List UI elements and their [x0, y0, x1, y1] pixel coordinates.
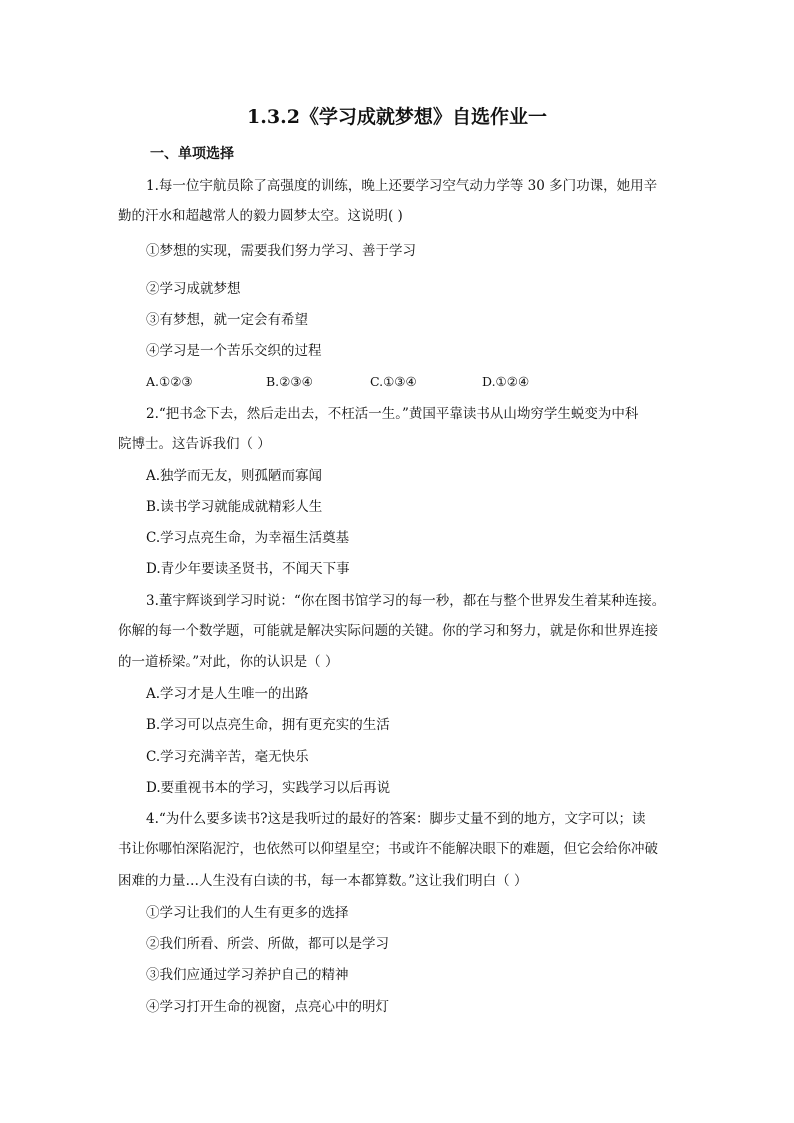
question-4-statement-2: ②我们所看、所尝、所做，都可以是学习 — [146, 936, 389, 952]
question-2-stem-line-1: 2.“把书念下去，然后走出去，不枉活一生。”黄国平靠读书从山坳穷学生蜕变为中科 — [146, 406, 639, 422]
question-1-statement-4: ④学习是一个苦乐交织的过程 — [146, 343, 322, 359]
question-3-option-c: C.学习充满辛苦，毫无快乐 — [146, 749, 309, 765]
question-1-statement-3: ③有梦想，就一定会有希望 — [146, 312, 308, 328]
question-3-option-d: D.要重视书本的学习，实践学习以后再说 — [146, 780, 391, 796]
question-1-statement-2: ②学习成就梦想 — [146, 281, 241, 297]
choice-b: B.②③④ — [266, 374, 313, 389]
question-1-stem-line-2: 勤的汗水和超越常人的毅力圆梦太空。这说明( ) — [118, 208, 403, 224]
question-1-statement-1: ①梦想的实现，需要我们努力学习、善于学习 — [146, 243, 416, 259]
question-3-stem-line-2: 你解的每一个数学题，可能就是解决实际问题的关键。你的学习和努力，就是你和世界连接 — [118, 623, 658, 639]
question-3-option-a: A.学习才是人生唯一的出路 — [146, 686, 309, 702]
question-2-option-c: C.学习点亮生命，为幸福生活奠基 — [146, 530, 350, 546]
question-3-option-b: B.学习可以点亮生命，拥有更充实的生活 — [146, 717, 390, 733]
question-4-statement-1: ①学习让我们的人生有更多的选择 — [146, 905, 349, 921]
question-4-stem-line-1: 4.“为什么要多读书?这是我听过的最好的答案：脚步丈量不到的地方，文字可以；读 — [146, 811, 646, 827]
question-2-option-d: D.青少年要读圣贤书，不闻天下事 — [146, 561, 350, 577]
section-heading: 一、单项选择 — [150, 146, 234, 162]
question-2-option-b: B.读书学习就能成就精彩人生 — [146, 499, 323, 515]
choice-c: C.①③④ — [370, 374, 417, 389]
question-2-option-a: A.独学而无友，则孤陋而寡闻 — [146, 468, 323, 484]
question-4-stem-line-2: 书让你哪怕深陷泥泞，也依然可以仰望星空；书或许不能解决眼下的难题，但它会给你冲破 — [118, 841, 658, 857]
choice-d: D.①②④ — [482, 374, 530, 389]
question-3-stem-line-1: 3.董宇辉谈到学习时说：“你在图书馆学习的每一秒，都在与整个世界发生着某种连接。 — [146, 593, 666, 609]
choice-a: A.①②③ — [146, 374, 193, 389]
document-title: 1.3.2《学习成就梦想》自选作业一 — [247, 106, 547, 128]
question-1-choices — [146, 372, 606, 392]
question-3-stem-line-3: 的一道桥梁。”对此，你的认识是（ ） — [118, 654, 339, 670]
question-4-statement-3: ③我们应通过学习养护自己的精神 — [146, 967, 349, 983]
question-1-stem-line-1: 1.每一位宇航员除了高强度的训练，晚上还要学习空气动力学等 30 多门功课，她用辛 — [146, 178, 658, 194]
question-2-stem-line-2: 院博士。这告诉我们（ ） — [118, 436, 271, 452]
question-4-stem-line-3: 困难的力量…人生没有白读的书，每一本都算数。”这让我们明白（ ） — [118, 873, 528, 889]
question-4-statement-4: ④学习打开生命的视窗，点亮心中的明灯 — [146, 999, 389, 1015]
